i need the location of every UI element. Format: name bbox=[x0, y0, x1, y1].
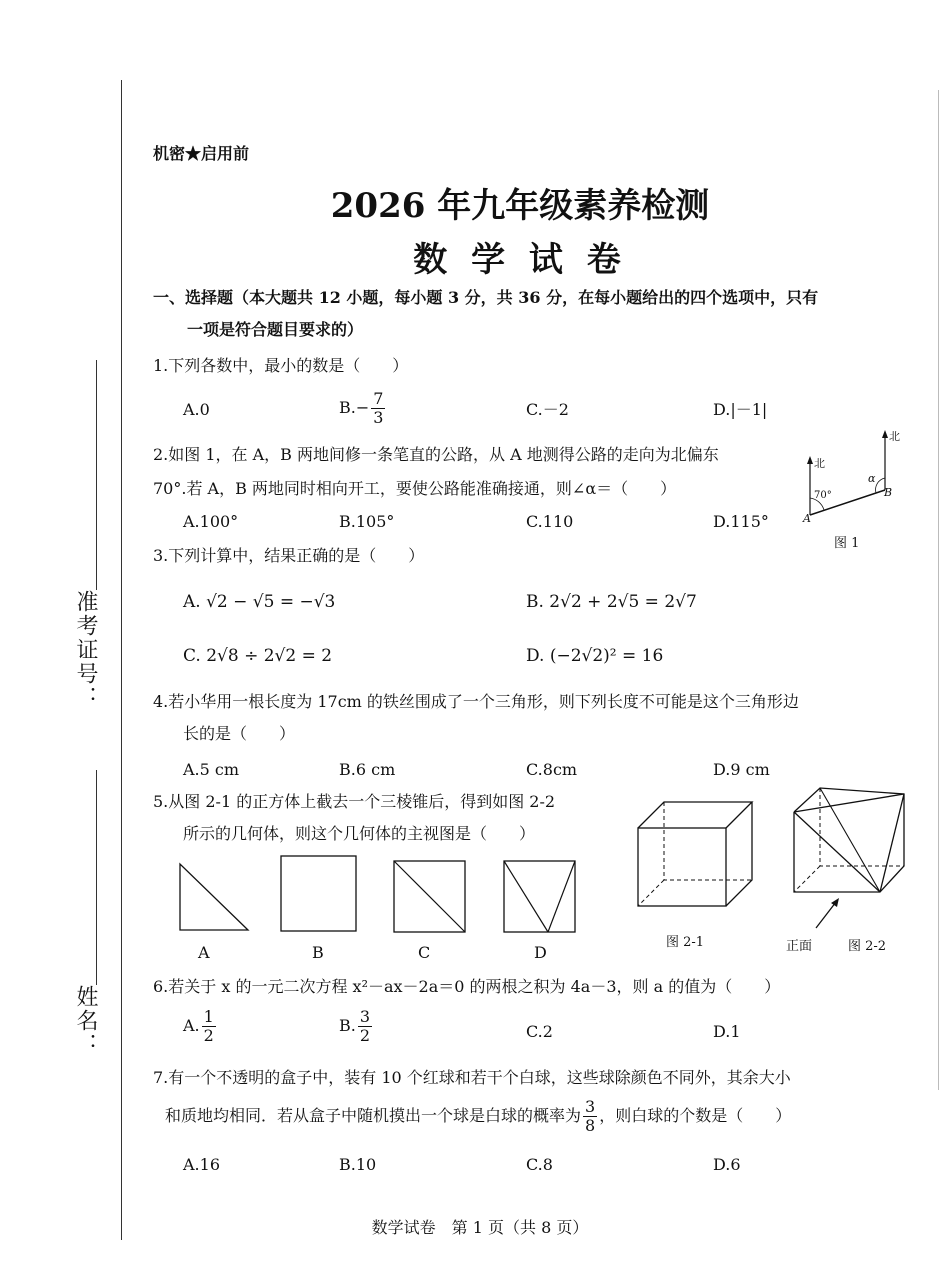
exam-id-blank bbox=[96, 360, 97, 590]
q5-option-d: D bbox=[534, 943, 547, 962]
q4-stem-line1: 4.若小华用一根长度为 17cm 的铁丝围成了一个三角形，则下列长度不可能是这个三角形边 bbox=[153, 692, 799, 711]
q5-view-d bbox=[503, 860, 577, 934]
q1-option-d: D.|－1| bbox=[713, 400, 768, 419]
q6-option-d: D.1 bbox=[713, 1022, 741, 1041]
q5-option-b: B bbox=[312, 943, 324, 962]
q7-stem-line2: 和质地均相同．若从盒子中随机摸出一个球是白球的概率为 $\frac{3}{8}$ ，则白球的个数是（ ） bbox=[165, 1097, 792, 1135]
figure1-north-a: 北 bbox=[814, 457, 825, 470]
q2-option-d: D.115° bbox=[713, 512, 769, 531]
q3-option-c: C. 2√8 ÷ 2√2 = 2 bbox=[183, 646, 333, 666]
q5-option-a: A bbox=[198, 943, 210, 962]
q7-option-a: A.16 bbox=[183, 1155, 220, 1174]
figure2-2-caption: 图 2-2 bbox=[848, 939, 887, 954]
q2-option-b: B.105° bbox=[339, 512, 395, 531]
q5-stem-line2: 所示的几何体，则这个几何体的主视图是（ ） bbox=[183, 824, 536, 843]
q2-option-a: A.100° bbox=[183, 512, 239, 531]
q5-stem-line1: 5.从图 2-1 的正方体上截去一个三棱锥后，得到如图 2-2 bbox=[153, 792, 556, 811]
front-label: 正面 bbox=[786, 939, 813, 954]
figure1-angle-70: 70° bbox=[814, 490, 832, 501]
figure1-north-b: 北 bbox=[889, 430, 900, 443]
section1-heading: 一、选择题（本大题共 12 小题，每小题 3 分，共 36 分，在每小题给出的四个选项中，只有 bbox=[153, 288, 819, 307]
q3-stem: 3.下列计算中，结果正确的是（ ） bbox=[153, 546, 425, 565]
q6-option-b: B. $\frac{3}{2}$ bbox=[339, 1007, 371, 1045]
q3-option-b: B. 2√2 + 2√5 = 2√7 bbox=[526, 592, 697, 612]
figure1-alpha: α bbox=[868, 472, 876, 485]
q2-stem-line2: 70°.若 A，B 两地同时相向开工，要使公路能准确接通，则∠α＝（ ） bbox=[153, 479, 677, 498]
figure2-1-caption: 图 2-1 bbox=[666, 935, 705, 950]
confidential-mark: 机密★启用前 bbox=[153, 144, 250, 163]
q1-stem: 1.下列各数中，最小的数是（ ） bbox=[153, 356, 409, 375]
q6-stem: 6.若关于 x 的一元二次方程 x²－ax－2a＝0 的两根之积为 4a－3，则 a 的值为（ ） bbox=[153, 977, 781, 996]
q2-stem-line1: 2.如图 1，在 A，B 两地间修一条笔直的公路，从 A 地测得公路的走向为北偏东 bbox=[153, 445, 719, 464]
q5-view-c bbox=[393, 860, 467, 934]
q1-option-c: C.－2 bbox=[526, 400, 569, 419]
q7-option-b: B.10 bbox=[339, 1155, 377, 1174]
q5-view-b bbox=[280, 855, 358, 933]
q5-option-c: C bbox=[418, 943, 431, 962]
figure1-point-b: B bbox=[884, 486, 893, 499]
q3-option-d: D. (−2√2)² = 16 bbox=[526, 646, 664, 666]
name-blank bbox=[96, 770, 97, 985]
front-arrow-icon bbox=[812, 896, 842, 932]
page-title: 2026 年九年级素养检测 bbox=[330, 186, 710, 226]
q7-stem-line1: 7.有一个不透明的盒子中，装有 10 个红球和若干个白球，这些球除颜色不同外，其余大小 bbox=[153, 1068, 791, 1087]
exam-id-label: 准考证号： bbox=[73, 590, 98, 710]
section1-heading-cont: 一项是符合题目要求的） bbox=[187, 320, 364, 339]
figure1-point-a: A bbox=[803, 512, 811, 525]
q1-option-a: A.0 bbox=[183, 400, 210, 419]
q2-option-c: C.110 bbox=[526, 512, 574, 531]
figure2-1-cube bbox=[636, 800, 756, 910]
q7-option-d: D.6 bbox=[713, 1155, 741, 1174]
name-label: 姓名： bbox=[73, 985, 98, 1057]
q4-option-b: B.6 cm bbox=[339, 760, 396, 779]
figure2-2-solid bbox=[792, 786, 912, 896]
q7-option-c: C.8 bbox=[526, 1155, 553, 1174]
q5-view-a bbox=[178, 862, 253, 934]
q6-option-a: A. $\frac{1}{2}$ bbox=[183, 1007, 214, 1045]
q3-option-a: A. √2 − √5 = −√3 bbox=[183, 592, 336, 612]
figure1-caption: 图 1 bbox=[834, 536, 860, 551]
q6-option-c: C.2 bbox=[526, 1022, 553, 1041]
subject-title: 数 学 试 卷 bbox=[413, 240, 627, 280]
q1-option-b: B.− $\frac{7}{3}$ bbox=[339, 389, 384, 427]
page-footer: 数学试卷 第 1 页（共 8 页） bbox=[371, 1218, 589, 1237]
q4-option-a: A.5 cm bbox=[183, 760, 240, 779]
q4-option-c: C.8cm bbox=[526, 760, 578, 779]
q4-stem-line2: 长的是（ ） bbox=[183, 724, 296, 743]
q4-option-d: D.9 cm bbox=[713, 760, 770, 779]
